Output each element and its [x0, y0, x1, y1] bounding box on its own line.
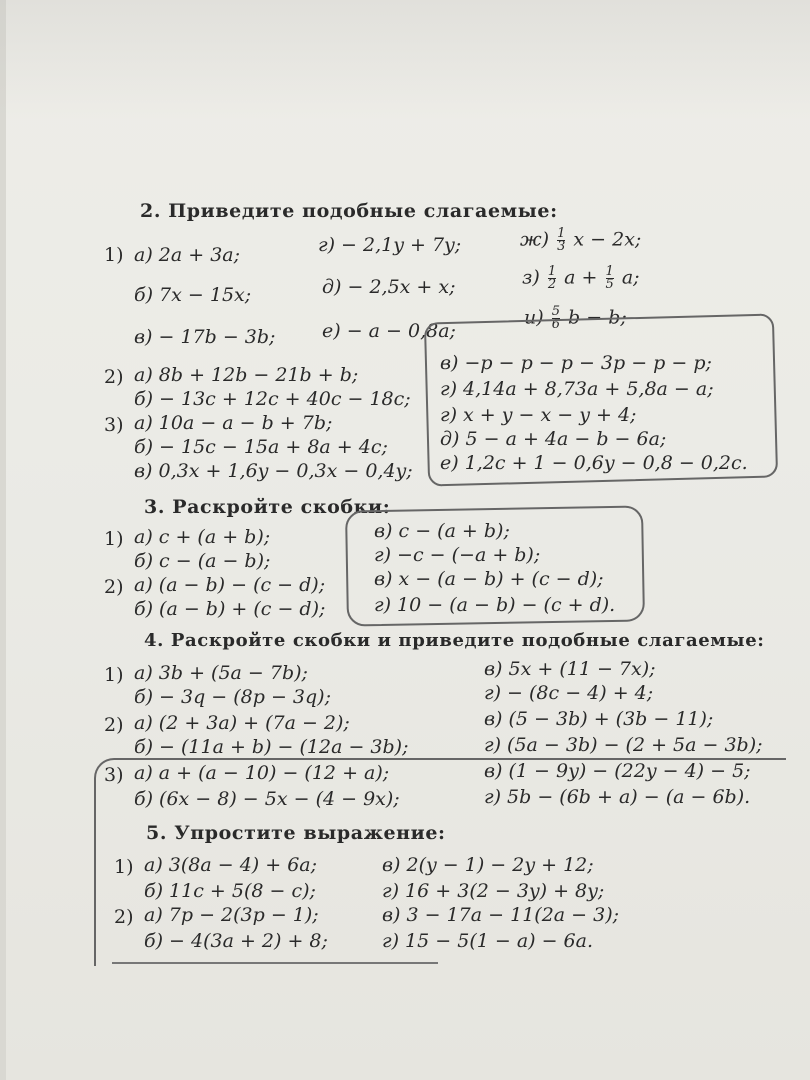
- s3-r1-v: в) c − (a + b);: [374, 520, 510, 542]
- s4-r2-a: а) (2 + 3a) + (7a − 2);: [134, 712, 350, 734]
- s3-r2-g: г) 10 − (a − b) − (c + d).: [374, 594, 616, 616]
- s5-r1-b: б) 11c + 5(8 − c);: [144, 880, 316, 902]
- s5-r2-a: а) 7p − 2(3p − 1);: [144, 904, 319, 926]
- fraction: $\frac{1}{5}$: [605, 264, 614, 292]
- s3-r1-a: а) c + (a + b);: [134, 526, 271, 548]
- shadow-band: [0, 0, 810, 120]
- s2-r1-zh-label: ж): [520, 228, 550, 251]
- s3-r1-num: 1): [104, 528, 124, 550]
- s5-r2-b: б) − 4(3a + 2) + 8;: [144, 930, 328, 952]
- s3-r2-b: б) (a − b) + (c − d);: [134, 598, 326, 620]
- pencil-underline: [112, 962, 438, 964]
- s3-r2-v: в) x − (a − b) + (c − d);: [374, 568, 604, 590]
- s2-r2-v: в) −p − p − p − 3p − p − p;: [440, 352, 712, 374]
- fraction: $\frac{5}{6}$: [551, 304, 560, 332]
- s2-r1-zh: [520, 228, 641, 253]
- s5-r1-num: 1): [114, 856, 134, 878]
- s2-r1-zh-expr: x − 2x;: [573, 228, 642, 251]
- s4-r2-num: 2): [104, 714, 124, 736]
- s2-r3-num: 3): [104, 414, 124, 436]
- s2-r1-z: [522, 266, 640, 291]
- s2-r2-b: б) − 13c + 12c + 40c − 18c;: [134, 388, 411, 410]
- s5-r1-v: в) 2(y − 1) − 2y + 12;: [382, 854, 594, 876]
- s2-r1-b: б) 7x − 15x;: [134, 284, 252, 306]
- s2-r1-e: е) − a − 0,8a;: [322, 320, 456, 342]
- s2-r1-z-mid: a +: [564, 266, 598, 289]
- section-5-title: 5. Упростите выражение:: [146, 822, 446, 844]
- s4-r2-g: г) (5a − 3b) − (2 + 5a − 3b);: [484, 734, 763, 756]
- section-2-title: 2. Приведите подобные слагаемые:: [140, 200, 558, 222]
- s2-r3-e: е) 1,2c + 1 − 0,6y − 0,8 − 0,2c.: [440, 452, 748, 474]
- s5-r1-g: г) 16 + 3(2 − 3y) + 8y;: [382, 880, 605, 902]
- section-3-title: 3. Раскройте скобки:: [144, 496, 391, 518]
- fraction: $\frac{1}{3}$: [557, 226, 566, 254]
- s2-r1-d: д) − 2,5x + x;: [322, 276, 456, 298]
- fraction: $\frac{1}{2}$: [547, 264, 557, 292]
- s5-r2-v: в) 3 − 17a − 11(2a − 3);: [382, 904, 620, 926]
- s3-r2-num: 2): [104, 576, 124, 598]
- s2-r1-z-label: з): [522, 266, 540, 289]
- s4-r3-v: в) (1 − 9y) − (22y − 4) − 5;: [484, 760, 751, 782]
- s2-r1-g: г) − 2,1y + 7y;: [318, 234, 462, 256]
- s2-r1-i-label: и): [524, 306, 544, 329]
- section-4-title: 4. Раскройте скобки и приведите подобные слагаемые:: [144, 630, 765, 651]
- s4-r2-b: б) − (11a + b) − (12a − 3b);: [134, 736, 409, 758]
- s2-r2-g: г) 4,14a + 8,73a + 5,8a − a;: [440, 378, 714, 400]
- s2-r3-d: д) 5 − a + 4a − b − 6a;: [440, 428, 667, 450]
- s4-r2-v: в) (5 − 3b) + (3b − 11);: [484, 708, 714, 730]
- s4-r3-a: а) a + (a − 10) − (12 + a);: [134, 762, 390, 784]
- s3-r1-b: б) c − (a − b);: [134, 550, 271, 572]
- s4-r1-g: г) − (8c − 4) + 4;: [484, 682, 654, 704]
- s4-r3-num: 3): [104, 764, 124, 786]
- s2-r1-v: в) − 17b − 3b;: [134, 326, 276, 348]
- s5-r2-num: 2): [114, 906, 134, 928]
- s2-r3-g: г) x + y − x − y + 4;: [440, 404, 637, 426]
- s4-r3-b: б) (6x − 8) − 5x − (4 − 9x);: [134, 788, 400, 810]
- s4-r1-b: б) − 3q − (8p − 3q);: [134, 686, 331, 708]
- s2-r3-v: в) 0,3x + 1,6y − 0,3x − 0,4y;: [134, 460, 413, 482]
- s2-r1-i-expr: b − b;: [568, 306, 627, 329]
- s2-r1-z-expr: a;: [621, 266, 640, 289]
- s2-r3-a: а) 10a − a − b + 7b;: [134, 412, 333, 434]
- s2-r3-b: б) − 15c − 15a + 8a + 4c;: [134, 436, 388, 458]
- s3-r2-a: а) (a − b) − (c − d);: [134, 574, 326, 596]
- s2-r2-a: а) 8b + 12b − 21b + b;: [134, 364, 359, 386]
- s5-r1-a: а) 3(8a − 4) + 6a;: [144, 854, 318, 876]
- s4-r3-g: г) 5b − (6b + a) − (a − 6b).: [484, 786, 751, 808]
- s4-r1-v: в) 5x + (11 − 7x);: [484, 658, 656, 680]
- s2-r1-num: 1): [104, 244, 124, 266]
- s4-r1-num: 1): [104, 664, 124, 686]
- s2-r2-num: 2): [104, 366, 124, 388]
- s3-r1-g: г) −c − (−a + b);: [374, 544, 541, 566]
- s5-r2-g: г) 15 − 5(1 − a) − 6a.: [382, 930, 594, 952]
- s2-r1-a: а) 2a + 3a;: [134, 244, 241, 266]
- s4-r1-a: а) 3b + (5a − 7b);: [134, 662, 308, 684]
